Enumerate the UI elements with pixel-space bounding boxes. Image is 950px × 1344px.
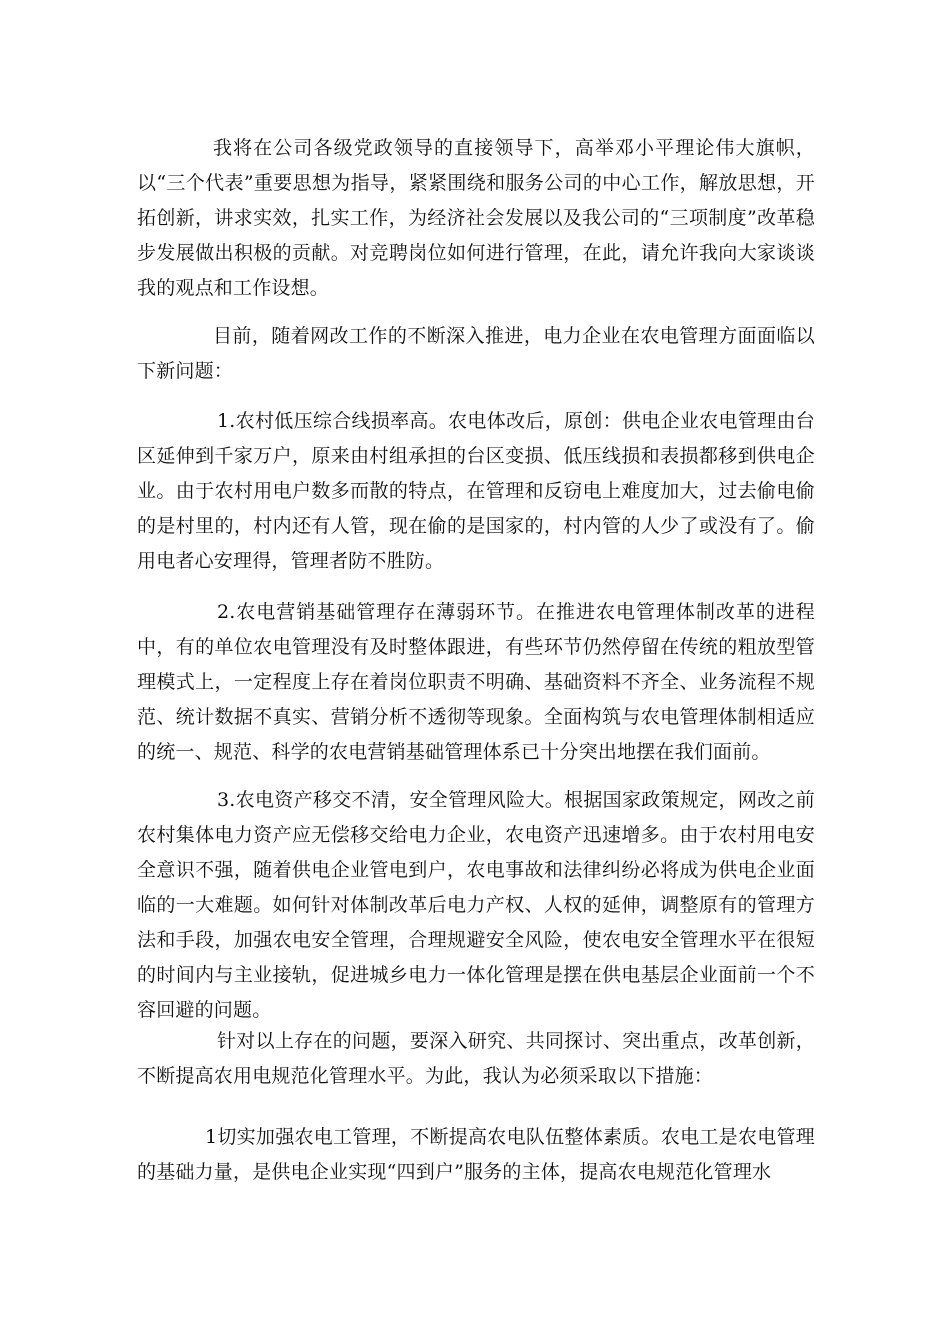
paragraph-issue-1: 1.农村低压综合线损率高。农电体改后，原创：供电企业农电管理由台区延伸到千家万户，原来由村组承担的台区变损、低压线损和表损都移到供电企业。由于农村用电户数多而散的特点，在管理和反窃电上难度加大，过去偷电偷的是村里的，村内还有人管，现在偷的是国家的，村内管的人少了或没有了。偷用电者心安理得，管理者防不胜防。 [137, 410, 815, 572]
paragraph-issue-3: 3.农电资产移交不清，安全管理风险大。根据国家政策规定，网改之前农村集体电力资产应无偿移交给电力企业，农电资产迅速增多。由于农村用电安全意识不强，随着供电企业管电到户，农电事故和法律纠纷必将成为供电企业面临的一大难题。如何针对体制改革后电力产权、人权的延伸，调整原有的管理方法和手段，加强农电安全管理，合理规避安全风险，使农电安全管理水平在很短的时间内与主业接轨，促进城乡电力一体化管理是摆在供电基层企业面前一个不容回避的问题。 [137, 789, 815, 1021]
paragraph-measure-1: 1切实加强农电工管理，不断提高农电队伍整体素质。农电工是农电管理的基础力量，是供电企业实现“四到户”服务的主体，提高农电规范化管理水 [137, 1126, 815, 1183]
paragraph-current-issues: 目前，随着网改工作的不断深入推进，电力企业在农电管理方面面临以下新问题： [137, 325, 815, 382]
paragraph-measures-intro: 针对以上存在的问题，要深入研究、共同探讨、突出重点，改革创新，不断提高农用电规范化管理水平。为此，我认为必须采取以下措施： [137, 1030, 815, 1087]
paragraph-issue-2: 2.农电营销基础管理存在薄弱环节。在推进农电管理体制改革的进程中，有的单位农电管理没有及时整体跟进，有些环节仍然停留在传统的粗放型管理模式上，一定程度上存在着岗位职责不明确、基础资料不齐全、业务流程不规范、统计数据不真实、营销分析不透彻等现象。全面构筑与农电管理体制相适应的统一、规范、科学的农电营销基础管理体系已十分突出地摆在我们面前。 [137, 601, 815, 763]
paragraph-intro: 我将在公司各级党政领导的直接领导下，高举邓小平理论伟大旗帜，以“三个代表”重要思想为指导，紧紧围绕和服务公司的中心工作，解放思想，开拓创新，讲求实效，扎实工作，为经济社会发展以及我公司的“三项制度”改革稳步发展做出积极的贡献。对竞聘岗位如何进行管理，在此，请允许我向大家谈谈我的观点和工作设想。 [137, 137, 815, 299]
